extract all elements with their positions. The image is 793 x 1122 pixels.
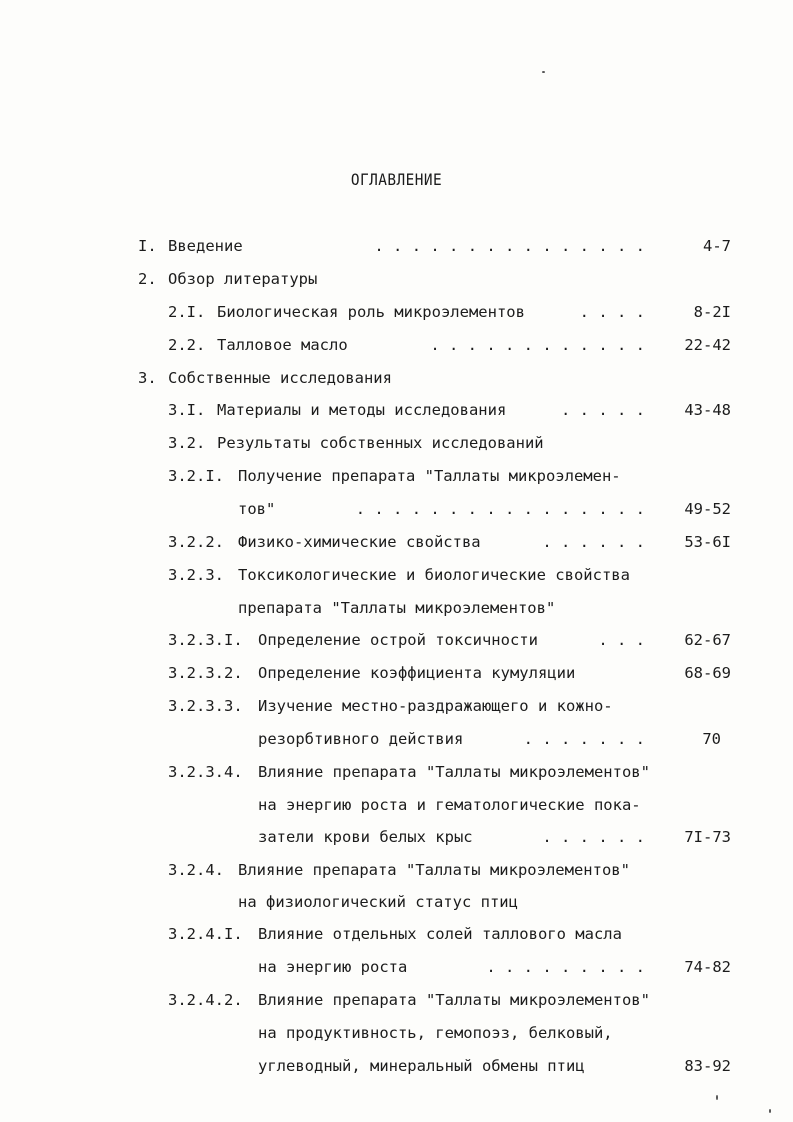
- toc-entry: [0, 300, 793, 324]
- entry-title: тов": [238, 500, 276, 518]
- toc-entry: [0, 464, 793, 488]
- entry-number: 3.2.4.: [168, 861, 224, 879]
- entry-title: резорбтивного действия: [258, 730, 464, 748]
- entry-pages: 7I-73: [684, 828, 731, 846]
- toc-entry: [0, 760, 793, 784]
- toc-entry: [0, 890, 793, 914]
- entry-title: Определение острой токсичности: [258, 631, 538, 649]
- entry-pages: 49-52: [684, 500, 731, 518]
- entry-number: 3.2.3.I.: [168, 631, 243, 649]
- toc-entry: [0, 267, 793, 291]
- entry-number: I.: [138, 237, 157, 255]
- scan-speck: [716, 1095, 718, 1100]
- leader-dots: . . . . . . . . . . . . . . . .: [355, 500, 645, 518]
- entry-pages: 4-7: [703, 237, 731, 255]
- entry-number: 2.I.: [168, 303, 206, 321]
- entry-title: на энергию роста и гематологические пока-: [258, 796, 641, 814]
- entry-title: на физиологический статус птиц: [238, 893, 518, 911]
- entry-number: 3.2.3.4.: [168, 763, 243, 781]
- scan-speck: [769, 1109, 771, 1113]
- entry-number: 3.2.2.: [168, 533, 224, 551]
- entry-number: 3.2.4.I.: [168, 925, 243, 943]
- toc-entry: [0, 694, 793, 718]
- toc-entry: [0, 628, 793, 652]
- leader-dots: . . . . . .: [542, 533, 645, 551]
- toc-entry: [0, 727, 793, 751]
- entry-number: 3.: [138, 369, 157, 387]
- toc-entry: [0, 793, 793, 817]
- toc-entry: [0, 922, 793, 946]
- toc-entry: [0, 1054, 793, 1078]
- toc-entry: [0, 366, 793, 390]
- leader-dots: . . .: [598, 631, 645, 649]
- toc-entry: [0, 234, 793, 258]
- entry-title: Влияние препарата "Таллаты микроэлементов": [258, 991, 650, 1009]
- entry-number: 3.2.3.3.: [168, 697, 243, 715]
- toc-entry: [0, 530, 793, 554]
- entry-pages: 53-6I: [684, 533, 731, 551]
- entry-pages: 68-69: [684, 664, 731, 682]
- toc-entry: [0, 398, 793, 422]
- scan-speck: [542, 71, 545, 73]
- entry-title: Результаты собственных исследований: [217, 434, 544, 452]
- entry-title: Собственные исследования: [168, 369, 392, 387]
- entry-pages: 74-82: [684, 958, 731, 976]
- entry-pages: 70: [702, 730, 721, 748]
- entry-title: Влияние отдельных солей таллового масла: [258, 925, 622, 943]
- toc-entry: [0, 1021, 793, 1045]
- entry-title: затели крови белых крыс: [258, 828, 473, 846]
- toc-entry: [0, 988, 793, 1012]
- entry-pages: 43-48: [684, 401, 731, 419]
- leader-dots: . . . . . .: [542, 828, 645, 846]
- entry-title: Влияние препарата "Таллаты микроэлементов": [238, 861, 630, 879]
- entry-number: 3.2.: [168, 434, 206, 452]
- entry-title: Определение коэффициента кумуляции: [258, 664, 576, 682]
- entry-title: Токсикологические и биологические свойства: [238, 566, 630, 584]
- entry-number: 3.2.3.: [168, 566, 224, 584]
- leader-dots: . . . . . . .: [523, 730, 645, 748]
- entry-pages: 62-67: [684, 631, 731, 649]
- entry-pages: 83-92: [684, 1057, 731, 1075]
- toc-entry: [0, 955, 793, 979]
- entry-title: Обзор литературы: [168, 270, 318, 288]
- toc-entry: [0, 825, 793, 849]
- leader-dots: . . . . . . . . .: [486, 958, 645, 976]
- entry-number: 2.: [138, 270, 157, 288]
- leader-dots: . . . .: [579, 303, 645, 321]
- entry-number: 3.2.4.2.: [168, 991, 243, 1009]
- entry-title: углеводный, минеральный обмены птиц: [258, 1057, 585, 1075]
- entry-pages: 8-2I: [693, 303, 731, 321]
- leader-dots: . . . . .: [561, 401, 645, 419]
- entry-title: Материалы и методы исследования: [217, 401, 507, 419]
- entry-title: препарата "Таллаты микроэлементов": [238, 599, 556, 617]
- entry-title: на продуктивность, гемопоэз, белковый,: [258, 1024, 613, 1042]
- toc-entry: [0, 858, 793, 882]
- toc-entry: [0, 596, 793, 620]
- entry-title: на энергию роста: [258, 958, 408, 976]
- entry-number: 3.2.I.: [168, 467, 224, 485]
- entry-title: Физико-химические свойства: [238, 533, 481, 551]
- toc-entry: [0, 661, 793, 685]
- entry-title: Получение препарата "Таллаты микроэлемен-: [238, 467, 621, 485]
- entry-title: Влияние препарата "Таллаты микроэлементов": [258, 763, 650, 781]
- toc-entry: [0, 333, 793, 357]
- toc-entry: [0, 563, 793, 587]
- toc-entry: [0, 497, 793, 521]
- entry-title: Талловое масло: [217, 336, 348, 354]
- toc-title: ОГЛАВЛЕНИЕ: [350, 170, 443, 189]
- entry-number: 3.2.3.2.: [168, 664, 243, 682]
- toc-entry: [0, 431, 793, 455]
- entry-number: 3.I.: [168, 401, 206, 419]
- entry-number: 2.2.: [168, 336, 206, 354]
- entry-pages: 22-42: [684, 336, 731, 354]
- leader-dots: . . . . . . . . . . . .: [430, 336, 645, 354]
- entry-title: Изучение местно-раздражающего и кожно-: [258, 697, 613, 715]
- leader-dots: . . . . . . . . . . . . . . .: [374, 237, 645, 255]
- entry-title: Биологическая роль микроэлементов: [217, 303, 525, 321]
- entry-title: Введение: [168, 237, 243, 255]
